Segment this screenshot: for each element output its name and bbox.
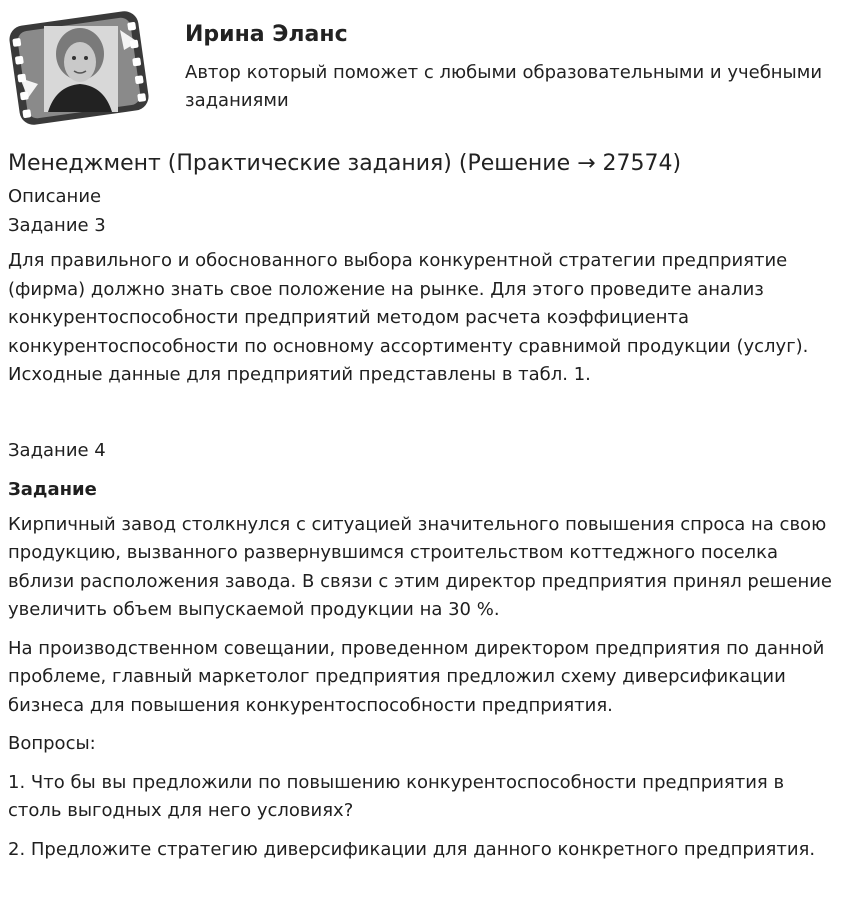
question-1: 1. Что бы вы предложили по повышению конкурентоспособности предприятия в столь выгодных для него условиях? [8,771,785,821]
task3-text: Для правильного и обоснованного выбора конкурентной стратегии предприятие (фирма) должно знать свое положение на рынке. Для этого проведите анализ конкурентоспособности предприятий методом расчета коэффициента конкурентоспособности по основному ассортименту сравнимой продукции (услуг). Исходные данные для предприятий представлены в табл. 1. [8,250,809,385]
task3-label: Задание 3 [8,215,106,236]
task4-paragraph-1: Кирпичный завод столкнулся с ситуацией значительного повышения спроса на свою продукцию, вызванного развернувшимся строительством коттеджного поселка вблизи расположения завода. В связи с этим директор предприятия принял решение увеличить объем выпускаемой продукции на 30 %. [8,513,833,620]
description-label: Описание [8,186,102,207]
questions-label: Вопросы: [8,733,96,754]
task4-label: Задание 4 [8,439,106,461]
page-content [8,146,838,864]
film-frame-avatar-icon [8,8,150,128]
author-header [8,8,838,128]
question-2: 2. Предложите стратегию диверсификации для данного конкретного предприятия. [8,838,816,860]
task4-heading: Задание [8,478,97,500]
page-title: Менеджмент (Практические задания) (Решение → 27574) [8,151,682,176]
author-name[interactable]: Ирина Эланс [185,22,348,47]
task4-paragraph-2: На производственном совещании, проведенном директором предприятия по данной проблеме, главный маркетолог предприятия предложил схему диверсификации бизнеса для повышения конкурентоспособности предприятия. [8,637,825,716]
author-description: Автор который поможет с любыми образовательными и учебными заданиями [185,62,823,111]
author-avatar[interactable] [8,8,150,128]
